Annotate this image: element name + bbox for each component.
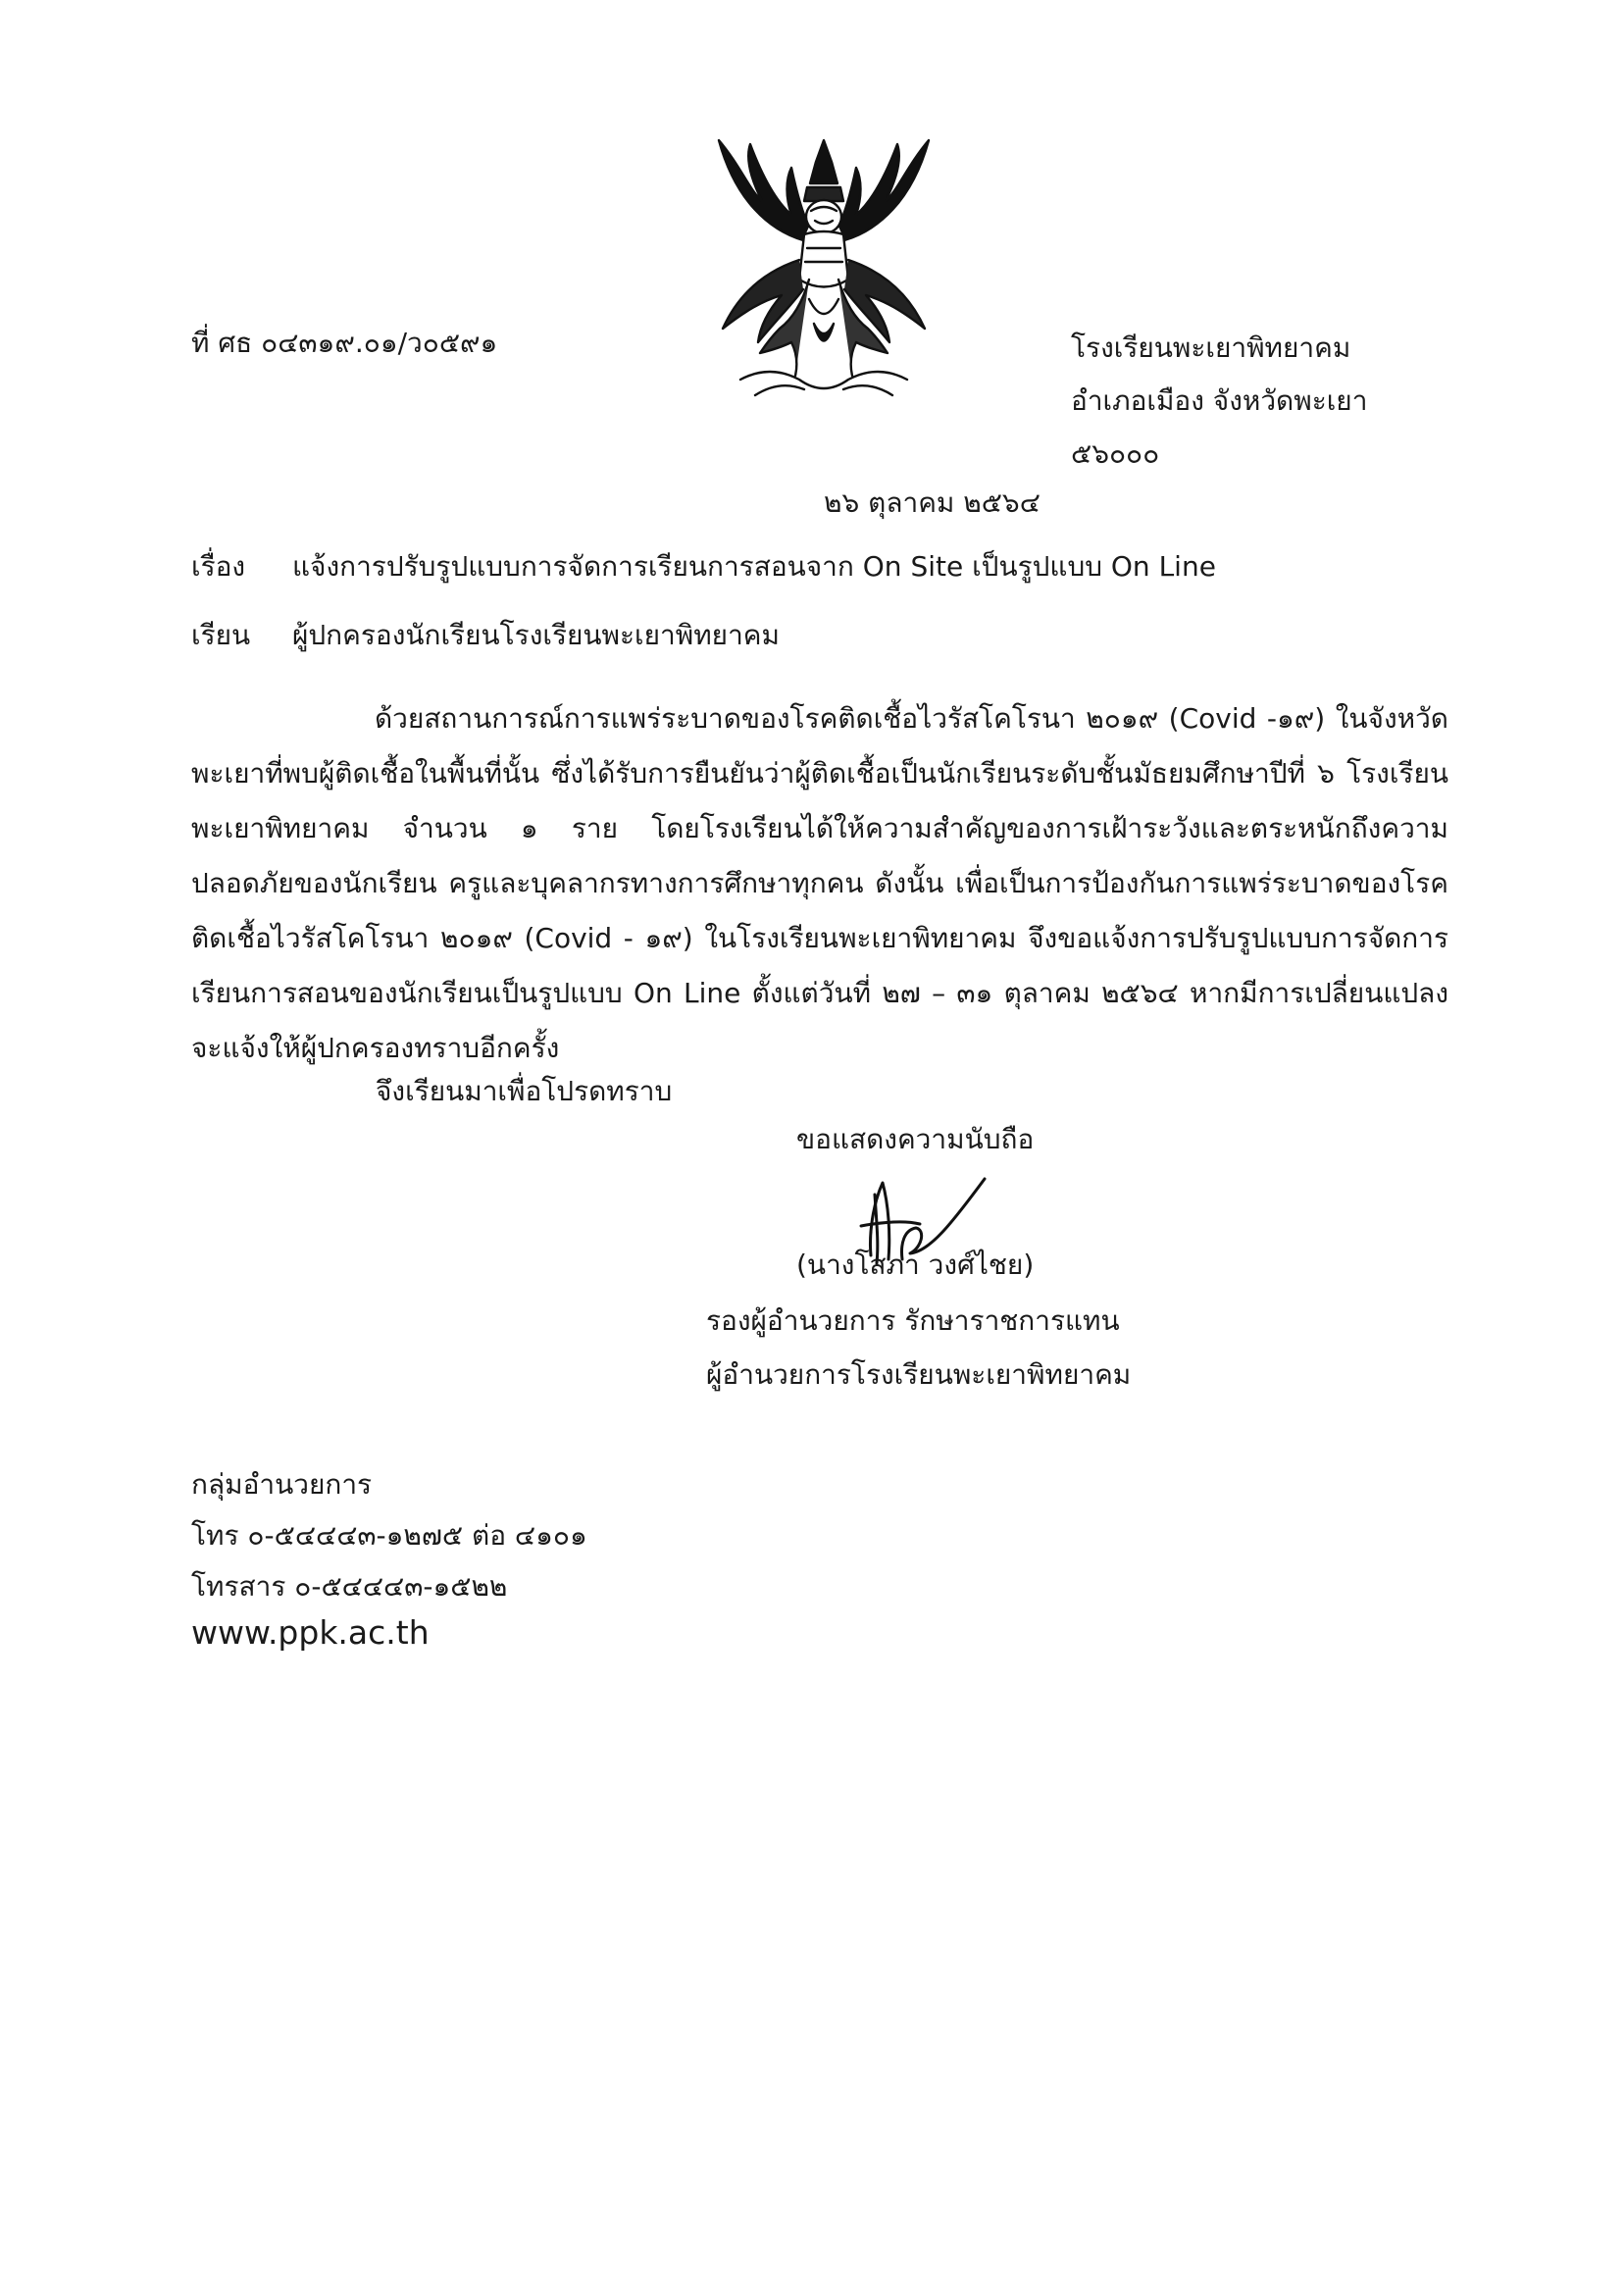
subject-label: เรื่อง: [191, 550, 246, 583]
address-line-school: โรงเรียนพะเยาพิทยาคม: [1071, 331, 1351, 364]
letter-body: [191, 691, 1448, 1076]
signatory-title-line1: รองผู้อำนวยการ รักษาราชการแทน: [706, 1304, 1120, 1337]
closing-sentence: จึงเรียนมาเพื่อโปรดทราบ: [376, 1075, 673, 1107]
signatory-title-line2: ผู้อำนวยการโรงเรียนพะเยาพิทยาคม: [706, 1358, 1132, 1391]
body-text: ด้วยสถานการณ์การแพร่ระบาดของโรคติดเชื้อไวรัสโคโรนา ๒๐๑๙ (Covid -๑๙) ในจังหวัดพะเยาที่พบผู้ติดเชื้อในพื้นที่นั้น ซึ่งได้รับการยืนยันว่าผู้ติดเชื้อเป็นนักเรียนระดับชั้นมัธยมศึกษาปีที่ ๖ โรงเรียนพะเยาพิทยาคม จำนวน ๑ ราย โดยโรงเรียนได้ให้ความสำคัญของการเฝ้าระวังและตระหนักถึงความปลอดภัยของนักเรียน ครูและบุคลากรทางการศึกษาทุกคน ดังนั้น เพื่อเป็นการป้องกันการแพร่ระบาดของโรคติดเชื้อไวรัสโคโรนา ๒๐๑๙ (Covid - ๑๙) ในโรงเรียนพะเยาพิทยาคม จึงขอแจ้งการปรับรูปแบบการจัดการเรียนการสอนของนักเรียนเป็นรูปแบบ On Line ตั้งแต่วันที่ ๒๗ – ๓๑ ตุลาคม ๒๕๖๔ หากมีการเปลี่ยนแปลงจะแจ้งให้ผู้ปกครองทราบอีกครั้ง: [191, 702, 1448, 1064]
sender-address: [1071, 322, 1367, 481]
garuda-emblem-icon: [701, 132, 946, 402]
salutation-label: เรียน: [191, 619, 251, 651]
document-reference-number: ที่ ศธ ๐๔๓๑๙.๐๑/ว๐๕๙๑: [191, 327, 498, 359]
contact-department: กลุ่มอำนวยการ: [191, 1468, 373, 1501]
subject-line: [191, 547, 1216, 586]
subject-text: แจ้งการปรับรูปแบบการจัดการเรียนการสอนจาก On Site เป็นรูปแบบ On Line: [292, 550, 1216, 583]
contact-block: [191, 1459, 587, 1612]
salutation-text: ผู้ปกครองนักเรียนโรงเรียนพะเยาพิทยาคม: [292, 619, 780, 651]
salutation-line: [191, 616, 780, 655]
address-line-district: อำเภอเมือง จังหวัดพะเยา: [1071, 384, 1368, 417]
address-line-postcode: ๕๖๐๐๐: [1071, 437, 1160, 470]
signatory-name: (นางโสภา วงศ์ไชย): [796, 1249, 1035, 1281]
regards-line: ขอแสดงความนับถือ: [796, 1123, 1035, 1155]
contact-phone: โทร ๐-๕๔๔๔๓-๑๒๗๕ ต่อ ๔๑๐๑: [191, 1519, 587, 1552]
contact-fax: โทรสาร ๐-๕๔๔๔๓-๑๕๒๒: [191, 1570, 508, 1603]
document-date: ๒๖ ตุลาคม ๒๕๖๔: [824, 486, 1040, 519]
contact-website: www.ppk.ac.th: [191, 1613, 430, 1652]
